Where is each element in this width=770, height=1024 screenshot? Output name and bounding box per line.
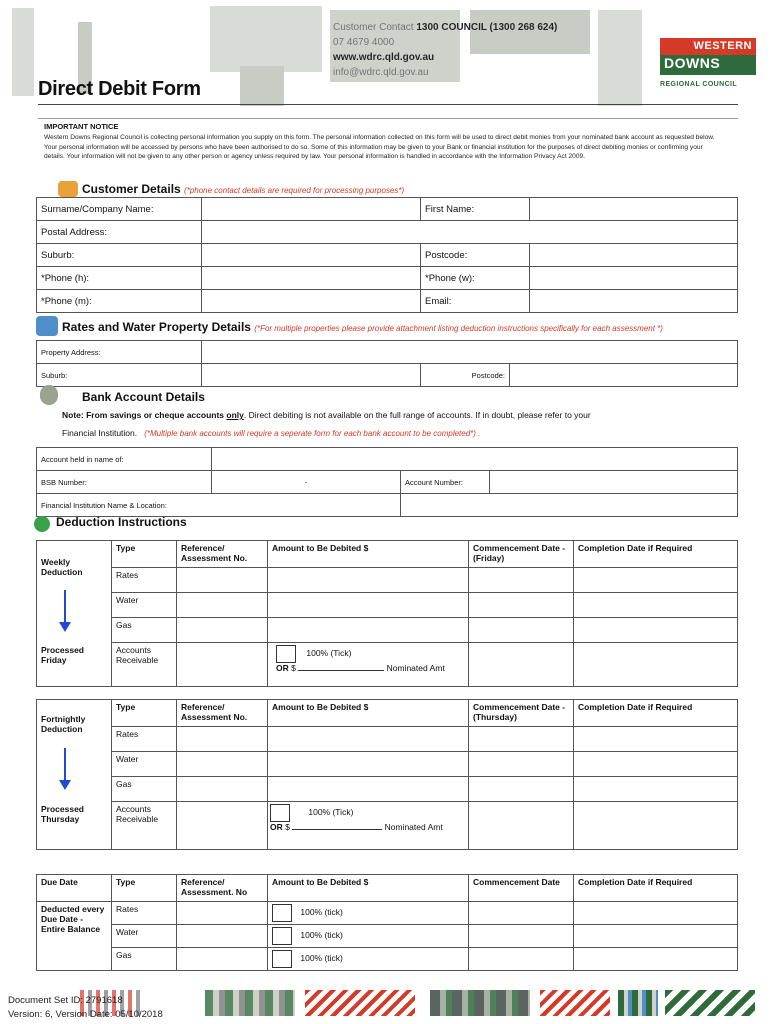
- due-water-ref[interactable]: [177, 925, 268, 948]
- property-heading-row: [62, 320, 663, 334]
- email-field[interactable]: [530, 290, 738, 313]
- fortnightly-amount-header: Amount to Be Debited $: [268, 700, 469, 727]
- bsb-dash: -: [304, 477, 308, 487]
- bank-heading: Bank Account Details: [82, 390, 205, 404]
- fortnightly-rates-commencement[interactable]: [469, 727, 574, 752]
- document-id: Document Set ID: 2791618: [8, 995, 123, 1006]
- fortnightly-rates-ref[interactable]: [177, 727, 268, 752]
- house-icon: [36, 316, 58, 336]
- customer-table: [36, 197, 738, 313]
- due-rates-tick-label: 100% (tick): [300, 907, 343, 918]
- property-note: (*For multiple properties please provide attachment listing deduction instructions specifically for each assessment *): [254, 324, 663, 333]
- weekly-amount-header: Amount to Be Debited $: [268, 541, 469, 568]
- fortnightly-accounts-label: Accounts Receivable: [112, 802, 177, 850]
- weekly-rates-commencement[interactable]: [469, 568, 574, 593]
- weekly-water-amount[interactable]: [268, 593, 469, 618]
- due-rates-ref[interactable]: [177, 902, 268, 925]
- due-water-tick-box[interactable]: [272, 927, 292, 945]
- header-decoration: [12, 8, 34, 96]
- phone-w-label: *Phone (w):: [421, 267, 530, 290]
- fortnightly-arrow-icon: [64, 748, 66, 782]
- property-suburb-field[interactable]: [202, 364, 421, 387]
- due-commencement-header: Commencement Date: [469, 875, 574, 902]
- weekly-arrow-icon: [64, 590, 66, 624]
- fortnightly-accounts-amount: [268, 802, 469, 850]
- fortnightly-gas-ref[interactable]: [177, 777, 268, 802]
- logo-western: WESTERN: [660, 38, 756, 55]
- due-gas-amount: [268, 948, 469, 971]
- weekly-gas-label: Gas: [112, 618, 177, 643]
- due-gas-commencement[interactable]: [469, 948, 574, 971]
- account-number-field[interactable]: [490, 471, 738, 494]
- weekly-accounts-completion[interactable]: [574, 643, 738, 687]
- due-gas-label: Gas: [112, 948, 177, 971]
- contact-phone-main: 1300 COUNCIL (1300 268 624): [416, 22, 558, 33]
- weekly-rates-label: Rates: [112, 568, 177, 593]
- weekly-accounts-label: Accounts Receivable: [112, 643, 177, 687]
- footer-decoration: [665, 990, 755, 1016]
- contact-label: Customer Contact: [333, 22, 414, 33]
- account-name-field[interactable]: [212, 448, 738, 471]
- due-water-label: Water: [112, 925, 177, 948]
- fortnightly-nominated-label: Nominated Amt: [384, 822, 443, 832]
- contact-web[interactable]: www.wdrc.qld.gov.au: [333, 52, 435, 63]
- fortnightly-water-completion[interactable]: [574, 752, 738, 777]
- account-name-label: Account held in name of:: [37, 448, 212, 471]
- weekly-accounts-ref[interactable]: [177, 643, 268, 687]
- customer-note: (*phone contact details are required for processing purposes*): [184, 186, 405, 195]
- property-postcode-label: Postcode:: [421, 364, 510, 387]
- notice-text: Western Downs Regional Council is collecting personal information you supply on this form. The personal information collected on this form will be used to direct debit monies from your nominated bank account as requested below. Your personal information will be accessed by persons who have been authorised to do so. Some of this information may be given to your Bank or financial institution for the purposes of direct debiting monies or confirming your details. Your information will not be given to any other person or agency unless required by law. Your personal information is handled in accordance with the Information Privacy Act 2009.: [44, 134, 715, 161]
- fortnightly-water-label: Water: [112, 752, 177, 777]
- fortnightly-arrowhead-icon: [59, 780, 71, 790]
- bank-note-only: only: [226, 410, 244, 420]
- customer-icon: [58, 181, 78, 197]
- fortnightly-water-amount[interactable]: [268, 752, 469, 777]
- due-water-commencement[interactable]: [469, 925, 574, 948]
- weekly-commencement-header: Commencement Date - (Friday): [469, 541, 574, 568]
- weekly-tick-label: 100% (Tick): [306, 648, 352, 659]
- fortnightly-tick-box[interactable]: [270, 804, 290, 822]
- fortnightly-gas-label: Gas: [112, 777, 177, 802]
- due-rates-label: Rates: [112, 902, 177, 925]
- institution-label: Financial Institution Name & Location:: [37, 494, 401, 517]
- fortnightly-table: [36, 699, 738, 850]
- weekly-rates-ref[interactable]: [177, 568, 268, 593]
- suburb-field[interactable]: [202, 244, 421, 267]
- bank-note-bold: Note: From savings or cheque accounts: [62, 410, 225, 420]
- postal-field[interactable]: [202, 221, 738, 244]
- fortnightly-accounts-ref[interactable]: [177, 802, 268, 850]
- document-version: Version: 6, Version Date: 05/10/2018: [8, 1009, 163, 1020]
- property-address-field[interactable]: [202, 341, 738, 364]
- fortnightly-type-header: Type: [112, 700, 177, 727]
- suburb-label: Suburb:: [37, 244, 202, 267]
- weekly-rates-completion[interactable]: [574, 568, 738, 593]
- footer-decoration: [540, 990, 610, 1016]
- fortnightly-processed: Processed Thursday: [37, 802, 112, 850]
- weekly-gas-completion[interactable]: [574, 618, 738, 643]
- phone-h-label: *Phone (h):: [37, 267, 202, 290]
- bank-table: [36, 447, 738, 517]
- due-rates-amount: [268, 902, 469, 925]
- surname-label: Surname/Company Name:: [37, 198, 202, 221]
- footer-decoration: [205, 990, 295, 1016]
- postcode-field[interactable]: [530, 244, 738, 267]
- due-amount-header: Amount to Be Debited $: [268, 875, 469, 902]
- weekly-nominated-label: Nominated Amt: [386, 663, 445, 673]
- due-water-amount: [268, 925, 469, 948]
- phone-h-field[interactable]: [202, 267, 421, 290]
- due-water-tick-label: 100% (tick): [300, 930, 343, 941]
- fortnightly-tick-label: 100% (Tick): [308, 807, 354, 818]
- fortnightly-completion-header: Completion Date if Required: [574, 700, 738, 727]
- fortnightly-dollar: $: [285, 822, 290, 832]
- weekly-arrowhead-icon: [59, 622, 71, 632]
- header-decoration: [240, 66, 284, 106]
- logo-downs: DOWNS: [660, 55, 756, 75]
- weekly-nominated-field[interactable]: [298, 670, 384, 671]
- property-address-label: Property Address:: [37, 341, 202, 364]
- fortnightly-rates-amount[interactable]: [268, 727, 469, 752]
- due-water-completion[interactable]: [574, 925, 738, 948]
- weekly-water-ref[interactable]: [177, 593, 268, 618]
- first-name-field[interactable]: [530, 198, 738, 221]
- due-reference-header: Reference/ Assessment. No: [177, 875, 268, 902]
- fortnightly-accounts-completion[interactable]: [574, 802, 738, 850]
- phone-m-label: *Phone (m):: [37, 290, 202, 313]
- fortnightly-or: OR: [270, 822, 283, 832]
- property-table: [36, 340, 738, 387]
- weekly-tick-box[interactable]: [276, 645, 296, 663]
- footer-decoration: [430, 990, 530, 1016]
- fortnightly-gas-commencement[interactable]: [469, 777, 574, 802]
- due-gas-completion[interactable]: [574, 948, 738, 971]
- title-divider: [38, 104, 738, 105]
- weekly-table: [36, 540, 738, 687]
- due-gas-ref[interactable]: [177, 948, 268, 971]
- footer-decoration: [618, 990, 658, 1016]
- due-completion-header: Completion Date if Required: [574, 875, 738, 902]
- fortnightly-rates-label: Rates: [112, 727, 177, 752]
- footer-decoration: [305, 990, 415, 1016]
- bank-note-line2: [62, 428, 480, 438]
- weekly-accounts-amount: [268, 643, 469, 687]
- fortnightly-nominated-field[interactable]: [292, 829, 382, 830]
- phone-m-field[interactable]: [202, 290, 421, 313]
- bank-note-rest: . Direct debiting is not available on the full range of accounts. If in doubt, please refer to your: [243, 410, 591, 420]
- bank-note-institution: Financial Institution.: [62, 428, 138, 438]
- bank-note-red: (*Multiple bank accounts will require a seperate form for each bank account to be completed*) .: [144, 429, 481, 438]
- weekly-type-header: Type: [112, 541, 177, 568]
- surname-field[interactable]: [202, 198, 421, 221]
- due-detail: Deducted every Due Date - Entire Balance: [37, 902, 112, 971]
- postal-label: Postal Address:: [37, 221, 202, 244]
- logo-regional: REGIONAL COUNCIL: [660, 81, 738, 88]
- weekly-water-label: Water: [112, 593, 177, 618]
- weekly-processed: Processed Friday: [37, 643, 112, 687]
- deduction-heading: Deduction Instructions: [56, 515, 187, 529]
- institution-field[interactable]: [401, 494, 738, 517]
- due-gas-tick-label: 100% (tick): [300, 953, 343, 964]
- fortnightly-accounts-commencement[interactable]: [469, 802, 574, 850]
- property-heading: Rates and Water Property Details: [62, 320, 251, 334]
- due-rates-commencement[interactable]: [469, 902, 574, 925]
- property-postcode-field[interactable]: [510, 364, 738, 387]
- fortnightly-gas-amount[interactable]: [268, 777, 469, 802]
- account-number-label: Account Number:: [401, 471, 490, 494]
- email-label: Email:: [421, 290, 530, 313]
- header-decoration: [598, 10, 642, 106]
- fortnightly-water-ref[interactable]: [177, 752, 268, 777]
- council-logo: [660, 38, 756, 88]
- check-icon: [34, 516, 50, 532]
- contact-block: [333, 20, 557, 80]
- weekly-rates-amount[interactable]: [268, 568, 469, 593]
- weekly-water-completion[interactable]: [574, 593, 738, 618]
- contact-email[interactable]: info@wdrc.qld.gov.au: [333, 67, 429, 78]
- weekly-gas-commencement[interactable]: [469, 618, 574, 643]
- due-label: Due Date: [37, 875, 112, 902]
- weekly-completion-header: Completion Date if Required: [574, 541, 738, 568]
- fortnightly-commencement-header: Commencement Date - (Thursday): [469, 700, 574, 727]
- fortnightly-gas-completion[interactable]: [574, 777, 738, 802]
- fortnightly-reference-header: Reference/ Assessment No.: [177, 700, 268, 727]
- contact-phone: 07 4679 4000: [333, 37, 395, 48]
- postcode-label: Postcode:: [421, 244, 530, 267]
- bank-note: [62, 410, 591, 420]
- bsb-field[interactable]: [212, 471, 401, 494]
- notice-divider: [38, 118, 738, 119]
- fortnightly-label: Fortnightly Deduction: [37, 700, 112, 802]
- phone-w-field[interactable]: [530, 267, 738, 290]
- due-type-header: Type: [112, 875, 177, 902]
- due-gas-tick-box[interactable]: [272, 950, 292, 968]
- due-rates-tick-box[interactable]: [272, 904, 292, 922]
- weekly-accounts-commencement[interactable]: [469, 643, 574, 687]
- header-decoration: [210, 6, 322, 72]
- due-rates-completion[interactable]: [574, 902, 738, 925]
- first-name-label: First Name:: [421, 198, 530, 221]
- notice-heading: IMPORTANT NOTICE: [44, 122, 119, 131]
- property-suburb-label: Suburb:: [37, 364, 202, 387]
- bsb-label: BSB Number:: [37, 471, 212, 494]
- fortnightly-water-commencement[interactable]: [469, 752, 574, 777]
- weekly-or: OR: [276, 663, 289, 673]
- weekly-reference-header: Reference/ Assessment No.: [177, 541, 268, 568]
- customer-heading: Customer Details: [82, 182, 181, 196]
- weekly-dollar: $: [291, 663, 296, 673]
- weekly-gas-ref[interactable]: [177, 618, 268, 643]
- weekly-gas-amount[interactable]: [268, 618, 469, 643]
- page-title: Direct Debit Form: [38, 78, 201, 100]
- money-bag-icon: [40, 385, 58, 405]
- weekly-label: Weekly Deduction: [37, 541, 112, 643]
- customer-heading-row: [82, 182, 404, 196]
- weekly-water-commencement[interactable]: [469, 593, 574, 618]
- fortnightly-rates-completion[interactable]: [574, 727, 738, 752]
- due-table: [36, 874, 738, 971]
